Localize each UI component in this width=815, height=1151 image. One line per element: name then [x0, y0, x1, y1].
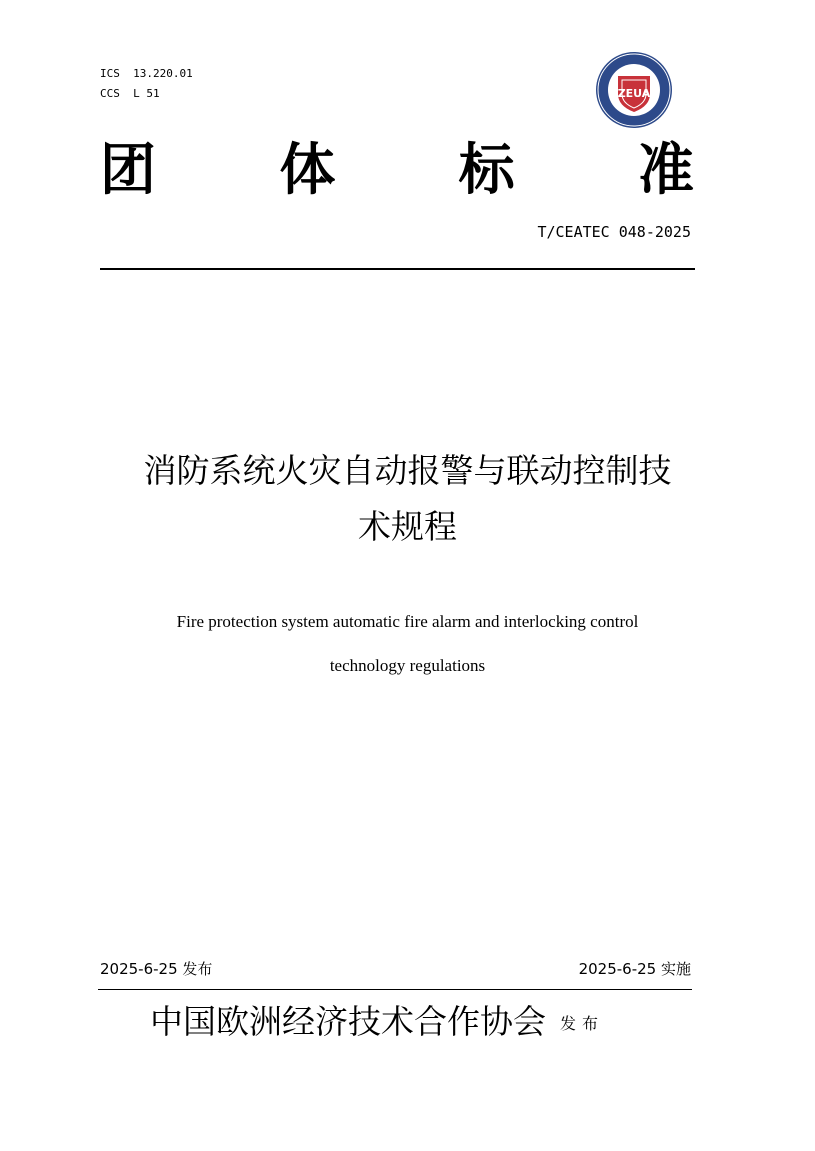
issuer-suffix: 发布: [560, 1013, 605, 1033]
issuer: [150, 1000, 604, 1046]
ics-code: ICS 13.220.01: [100, 67, 193, 80]
logo-text: ZEUA: [617, 87, 651, 100]
implement-date: 2025-6-25 实施: [578, 960, 691, 978]
issuer-name: 中国欧洲经济技术合作协会: [150, 1002, 546, 1041]
chinese-title: [60, 443, 755, 555]
english-title-line: technology regulations: [329, 656, 486, 675]
association-seal-logo: [594, 50, 674, 130]
document-type-heading: [100, 136, 694, 206]
heading-char: 准: [637, 138, 694, 203]
english-title-line: Fire protection system automatic fire alarm and interlocking control: [176, 612, 639, 631]
chinese-title-line: 术规程: [358, 507, 457, 546]
standard-code: T/CEATEC 048-2025: [537, 223, 691, 241]
top-divider: [100, 268, 695, 270]
heading-char: 标: [458, 138, 515, 203]
bottom-divider: [98, 989, 692, 990]
english-title: [60, 600, 755, 688]
publish-date: 2025-6-25 发布: [100, 960, 213, 978]
chinese-title-line: 消防系统火灾自动报警与联动控制技: [143, 451, 672, 490]
ccs-code: CCS L 51: [100, 87, 160, 100]
classification-codes: [100, 64, 193, 104]
heading-char: 体: [279, 138, 336, 203]
heading-char: 团: [100, 138, 156, 203]
